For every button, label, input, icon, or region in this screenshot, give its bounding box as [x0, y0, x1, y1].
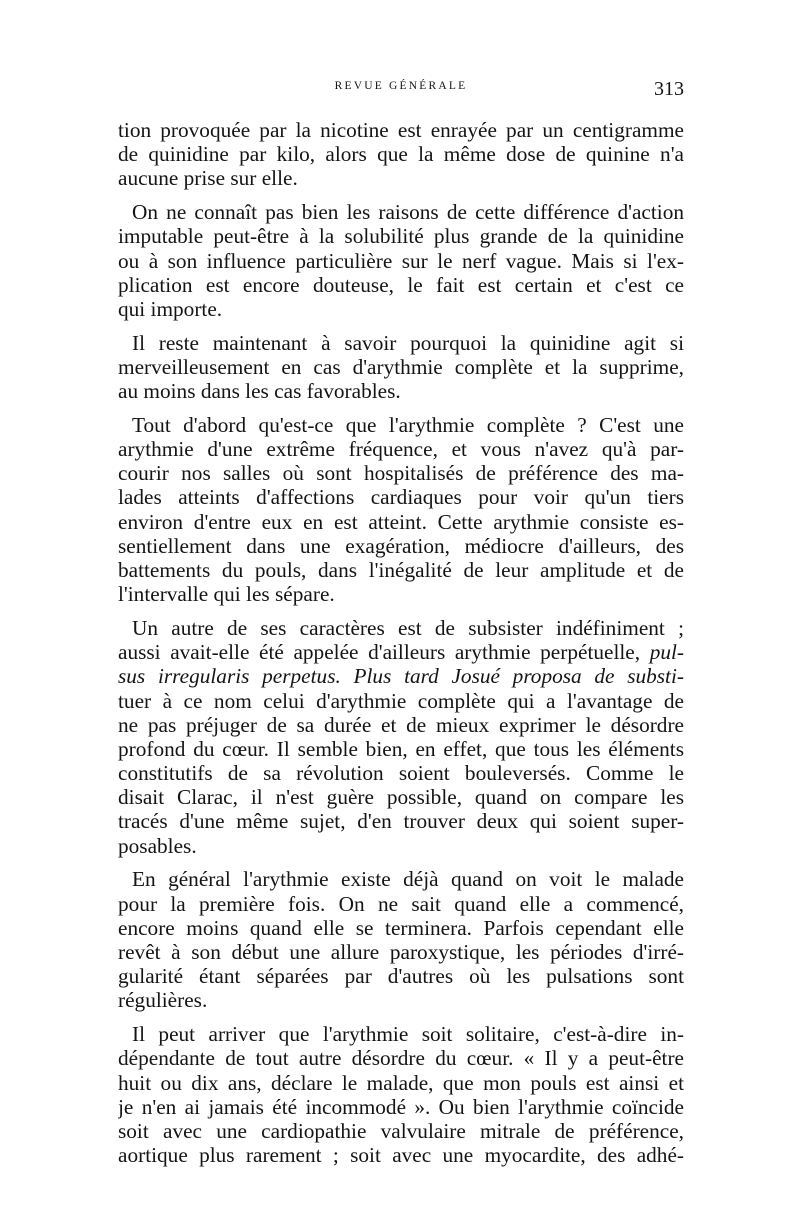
text-line: régulières. [118, 988, 208, 1013]
text-line: de quinidine par kilo, alors que la même dose de quinine n'a [118, 142, 684, 167]
page-header [118, 78, 684, 102]
italic-term: pul- [649, 640, 684, 665]
paragraph [118, 331, 684, 404]
text-line-with-italic [118, 664, 684, 688]
text-line: ne pas préjuger de sa durée et de mieux exprimer le désordre [118, 712, 684, 737]
text-line: sentiellement dans une exagération, médiocre d'ailleurs, des [118, 533, 684, 558]
text-line: merveilleusement en cas d'arythmie complète et la supprime, [118, 354, 684, 379]
text-line: au moins dans les cas favorables. [118, 379, 401, 404]
text-line: courir nos salles où sont hospitalisés de préférence des ma- [118, 461, 684, 486]
text-line: tuer à ce nom celui d'arythmie complète qui a l'avantage de [118, 688, 684, 713]
paragraph [118, 867, 684, 1012]
italic-term: sus [118, 664, 146, 689]
text-line: Il reste maintenant à savoir pourquoi la quinidine agit si [132, 330, 684, 355]
page-number: 313 [654, 78, 684, 100]
text-line: huit ou dix ans, déclare le malade, que mon pouls est ainsi et [118, 1070, 684, 1095]
text-line: profond du cœur. Il semble bien, en effet, que tous les éléments [118, 736, 684, 761]
text-line: environ d'entre eux en est atteint. Cette arythmie consiste es- [118, 509, 684, 534]
text-line-with-italic [118, 640, 684, 664]
text-line: gularité étant séparées par d'autres où les pulsations sont [118, 964, 684, 989]
text-line: qui importe. [118, 296, 223, 321]
text-line: tion provoquée par la nicotine est enrayée par un centigramme [118, 118, 684, 142]
text-line: plication est encore douteuse, le fait est certain et c'est ce [118, 272, 684, 297]
paragraph [118, 200, 684, 321]
running-title: REVUE GÉNÉRALE [334, 80, 468, 92]
paragraph [118, 1022, 684, 1167]
text-line: arythmie d'une extrême fréquence, et vous n'avez qu'à par- [118, 437, 684, 462]
text-line: dépendante de tout autre désordre du cœur. « Il y a peut-être [118, 1046, 684, 1071]
text-segment: aussi avait-elle été appelée d'ailleurs arythmie perpétuelle, [118, 640, 650, 665]
text-line: l'intervalle qui les sépare. [118, 582, 335, 607]
text-line: imputable peut-être à la solubilité plus grande de la quinidine [118, 224, 684, 249]
text-line: On ne connaît pas bien les raisons de cette différence d'action [132, 200, 684, 225]
article-body [118, 118, 684, 1167]
text-line: aortique plus rarement ; soit avec une myocardite, des adhé- [118, 1143, 684, 1168]
text-line: posables. [118, 833, 197, 858]
text-line: disait Clarac, il n'est guère possible, quand on compare les [118, 785, 684, 810]
text-line: Tout d'abord qu'est-ce que l'arythmie complète ? C'est une [132, 412, 684, 437]
text-line: ou à son influence particulière sur le nerf vague. Mais si l'ex- [118, 248, 684, 273]
text-line: lades atteints d'affections cardiaques pour voir qu'un tiers [118, 485, 684, 510]
text-line: En général l'arythmie existe déjà quand on voit le malade [132, 867, 684, 892]
text-line: battements du pouls, dans l'inégalité de leur amplitude et de [118, 557, 684, 582]
italic-segment: irregularis perpetus. Plus tard Josué proposa de substi- [157, 664, 684, 689]
text-line: constitutifs de sa révolution soient bouleversés. Comme le [118, 761, 684, 786]
text-line: revêt à son début une allure paroxystique, les périodes d'irré- [118, 939, 684, 964]
text-line: encore moins quand elle se terminera. Parfois cependant elle [118, 915, 684, 940]
text-line: tracés d'une même sujet, d'en trouver deux qui soient super- [118, 809, 684, 834]
text-line: soit avec une cardiopathie valvulaire mitrale de préférence, [118, 1118, 684, 1143]
text-line: Il peut arriver que l'arythmie soit solitaire, c'est-à-dire in- [132, 1022, 684, 1047]
text-line: aucune prise sur elle. [118, 166, 298, 191]
text-line: pour la première fois. On ne sait quand elle a commencé, [118, 891, 684, 916]
paragraph [118, 413, 684, 607]
text-line: Un autre de ses caractères est de subsister indéfiniment ; [132, 615, 684, 640]
paragraph [118, 118, 684, 191]
paragraph [118, 616, 684, 858]
text-line: je n'en ai jamais été incommodé ». Ou bien l'arythmie coïncide [118, 1094, 684, 1119]
